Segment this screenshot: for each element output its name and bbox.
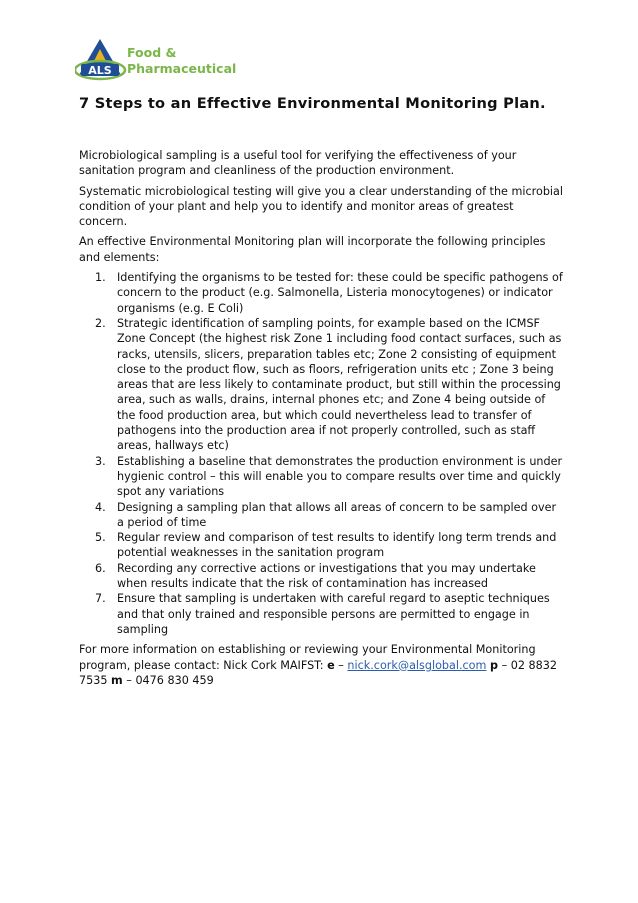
- phone-key: p: [490, 658, 499, 672]
- document-title: 7 Steps to an Effective Environmental Monitoring Plan.: [79, 95, 546, 112]
- step-text: Regular review and comparison of test results to identify long term trends and potential weaknesses in the sanitation program: [117, 531, 557, 560]
- step-number: 3.: [95, 454, 106, 468]
- phone-separator: –: [498, 658, 511, 672]
- step-text: Designing a sampling plan that allows all areas of concern to be sampled over a period of time: [117, 500, 557, 529]
- step-text: Identifying the organisms to be tested for: these could be specific pathogens of concern to the product (e.g. Salmonella, Listeria monocytogenes) or indicator organisms (e.g. E Coli): [117, 271, 563, 315]
- step-number: 5.: [95, 531, 106, 545]
- mobile-key: m: [111, 673, 123, 687]
- step-item: [79, 454, 563, 500]
- email-key: e: [327, 658, 335, 672]
- mobile-separator: –: [122, 673, 136, 687]
- email-separator: –: [334, 658, 348, 672]
- step-item: [79, 561, 563, 592]
- phone-number: 02 8832 7535: [79, 658, 557, 687]
- mobile-number: 0476 830 459: [135, 673, 214, 687]
- intro-paragraph-1: Microbiological sampling is a useful tool for verifying the effectiveness of your sanitation program and cleanliness of the production environment.: [79, 149, 517, 178]
- step-item: [79, 270, 563, 316]
- step-number: 4.: [95, 500, 106, 514]
- intro-paragraph-2: Systematic microbiological testing will give you a clear understanding of the microbial condition of your plant and help you to identify and monitor areas of greatest concern.: [79, 184, 564, 229]
- steps-list: [79, 270, 563, 637]
- step-text: Strategic identification of sampling points, for example based on the ICMSF Zone Concept (the highest risk Zone 1 including food contact surfaces, such as racks, utensils, slicers, preparation tables etc; Zone 2 consisting of equipment close to the product flow, such as floors, refrigeration units etc ; Zone 3 being areas that are less likely to contaminate product, but still within the processing area, such as walls, drains, internal phones etc; and Zone 4 being outside of the food production area, but which could nevertheless lead to transfer of pathogens into the production area if not properly controlled, such as staff areas, hallways etc): [117, 316, 562, 453]
- step-number: 7.: [95, 592, 106, 606]
- logo-line2: Pharmaceutical: [127, 61, 237, 76]
- step-number: 1.: [95, 271, 106, 285]
- logo-line1: Food &: [127, 45, 177, 60]
- step-text: Recording any corrective actions or investigations that you may undertake when results indicate that the risk of contamination has increased: [117, 561, 536, 591]
- logo-brand: ALS: [88, 64, 112, 77]
- step-text: Ensure that sampling is undertaken with careful regard to aseptic techniques and that only trained and responsible persons are permitted to engage in sampling: [117, 592, 550, 636]
- step-number: 2.: [95, 316, 106, 330]
- step-text: Establishing a baseline that demonstrates the production environment is under hygienic control – this will enable you to compare results over time and quickly spot any variations: [117, 454, 563, 499]
- step-number: 6.: [95, 561, 106, 575]
- email-link[interactable]: nick.cork@alsglobal.com: [347, 658, 487, 672]
- step-item: [79, 530, 563, 561]
- contact-paragraph: [79, 642, 563, 688]
- step-item: [79, 591, 563, 637]
- contact-lead: For more information on establishing or reviewing your Environmental Monitoring program, please contact: Nick Cork MAIFST:: [79, 643, 536, 672]
- document-body: [79, 148, 563, 693]
- als-logo: [75, 37, 255, 83]
- step-item: [79, 500, 563, 531]
- step-item: [79, 316, 563, 454]
- intro-paragraph-3: An effective Environmental Monitoring plan will incorporate the following principles and elements:: [79, 235, 546, 264]
- als-logo-mark: [75, 37, 255, 83]
